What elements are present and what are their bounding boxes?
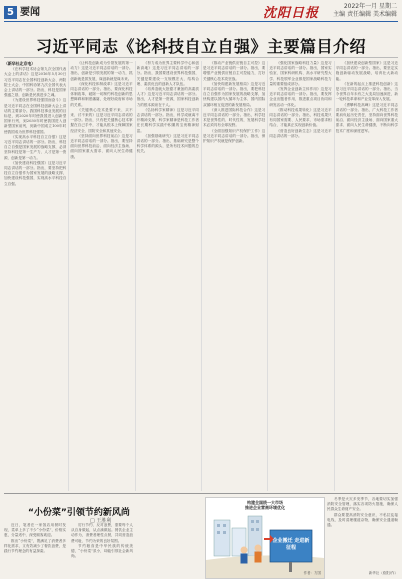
article-paragraph: 《努力成为世界主要科学中心和创新高地》这是习近平同志讲话的一部分。指出，我国要建设世界科技强国，关键是要建设一支规模宏大、结构合理、素质优良的创新人才队伍。 bbox=[136, 61, 199, 86]
column-separator bbox=[267, 61, 268, 491]
cartoon-caption-line: 推进企业营商环境优化 bbox=[245, 505, 285, 510]
article-paragraph: 《实现高水平科技自立自强》这是习近平同志讲话的一部分。指出，科技自立自强是国家发展的战略支撑，必须坚持科技是第一生产力、人才是第一资源、创新是第一动力。 bbox=[4, 134, 67, 160]
article-paragraph: 《坚持面向世界科技前沿》这是习近平同志讲话的一部分。指出，要坚持面向世界科技前沿、面向经济主战场、面向国家重大需求、面向人民生命健康。 bbox=[70, 133, 133, 159]
article-column bbox=[269, 61, 331, 491]
article-paragraph: 《培养造就大批德才兼备的高素质人才》这是习近平同志讲话的一部分。指出，人才是第一资源，国家科技创新力的根本源泉在于人。 bbox=[136, 87, 199, 107]
article-paragraph: 《营造良好创新生态》这是习近平同志讲话的一部分。 bbox=[269, 128, 332, 138]
essay-paragraph: 推出“小份菜”，既满足了消费者多样化需求，又有效减少了餐饮浪费，是践行节约理念的有益探索。 bbox=[4, 538, 66, 554]
essay-column bbox=[4, 523, 66, 577]
page-number: 5 bbox=[4, 6, 17, 19]
article-paragraph: 《推动科技成果转化》这是习近平同志讲话的一部分。指出，科技成果只有同国家需要、人民要求、市场需求相结合，才能真正实现创新价值。 bbox=[269, 107, 332, 128]
header-rule bbox=[4, 21, 398, 22]
article-paragraph: 《加快建设科技强国》这是习近平同志讲话的一部分。指出，要坚持把科技自立自强作为国家发展的战略支撑，加快建设科技强国，实现高水平科技自立自强。 bbox=[4, 160, 67, 186]
article-paragraph: 《加快建设创新型国家》这是习近平同志讲话的一部分。指出，要坚定实施创新驱动发展战略，培育壮大新动能。 bbox=[335, 61, 398, 81]
article-paragraph: 《弘扬科学家精神》这是习近平同志讲话的一部分。指出，科学成就离不开精神支撑，科学家精神是科技工作者在长期科学实践中积累的宝贵精神财富。 bbox=[136, 107, 199, 133]
essay-body bbox=[4, 523, 200, 577]
newspaper-logo: 沈阳日报 bbox=[263, 6, 320, 21]
column-separator bbox=[68, 61, 69, 491]
column-separator bbox=[201, 61, 202, 491]
cartoon-sign-text: 企业搬迁 走进新征程 bbox=[272, 538, 310, 551]
column-separator bbox=[135, 61, 136, 491]
date-text: 2022年一月 星期二 bbox=[343, 3, 397, 10]
article-column bbox=[203, 61, 265, 491]
cartoon-caption-line: 构建全国统一大市场 bbox=[247, 500, 283, 505]
essay-column bbox=[138, 523, 200, 577]
article-paragraph: 《在新的起点上推进科技创新》这是习近平同志讲话的一部分。指出，当今世界百年未有之大变局加速演进，新一轮科技革命和产业变革深入发展。 bbox=[335, 81, 398, 102]
editorial-cartoon bbox=[205, 497, 325, 579]
article-paragraph: 《发挥企业创新主体作用》这是习近平同志讲话的一部分。指出，要发挥企业出题者作用，推进重点项目协同和研发活动一体化。 bbox=[269, 87, 332, 107]
article-paragraph: 《勇攀科技高峰》这是习近平同志讲话的一部分。指出，广大科技工作者要肩负起历史责任，坚持面向世界科技前沿、面向经济主战场、面向国家重大需求、面向人民生命健康，不断向科学技术广度和深度进军。 bbox=[335, 102, 398, 133]
essay-paragraph: 厉行节约、反对浪费，需要每个人从自身做起，从点滴做起。餐饮企业主动作为，消费者理性点餐，共同营造浪费可耻、节约为荣的良好氛围。 bbox=[71, 523, 133, 543]
article-paragraph: 《在科学技术协会第九次全国代表大会上的讲话》这是2016年5月30日习近平同志在全国科技创新大会、两院院士大会、中国科协第九次全国代表大会上讲话的一部分。指出，科技是国家强盛之基，创新是民族进步之魂。 bbox=[4, 67, 67, 98]
article-paragraph: 《深入推进国际科技合作》这是习近平同志讲话的一部分。指出，科学技术是世界性的、时代性的，发展科学技术必须具有全球视野。 bbox=[203, 107, 266, 128]
article-column bbox=[336, 61, 398, 491]
article-column bbox=[70, 61, 132, 491]
article-paragraph: 《深化科技体制改革》这是习近平同志讲话的一部分。指出，要深化科技体制改革，破除一切制约科技创新的思想障碍和制度藩篱，处理好政府和市场的关系。 bbox=[70, 81, 133, 107]
article-column bbox=[137, 61, 199, 491]
right-column-article bbox=[327, 497, 398, 577]
article-paragraph: 《强化国家战略科技力量》这是习近平同志讲话的一部分。指出，国家实验室、国家科研机构、高水平研究型大学、科技领军企业都是国家战略科技力量的重要组成部分。 bbox=[269, 61, 332, 86]
article-paragraph: 《关键核心技术是要不来、买不来、讨不来的》这是习近平同志讲话的一部分。指出，只有把关键核心技术掌握在自己手中，才能从根本上保障国家经济安全、国防安全和其他安全。 bbox=[70, 107, 133, 133]
right-column-paragraph: 群众要提高消防安全意识，不私拉乱接电线，及时清理楼道杂物，确保安全通道畅通。 bbox=[327, 512, 398, 528]
section-name: 要闻 bbox=[20, 7, 40, 18]
essay-paragraph: 近日，笔者在一家饭店用餐时发现，菜单上多了不少“小份菜”，价格实惠，分量适中，深受顾客欢迎。 bbox=[4, 523, 66, 538]
cartoon-credit: 作者：方国 bbox=[303, 571, 321, 575]
editor-line: 主编 责任编辑 美术编辑 bbox=[333, 11, 397, 18]
essay-column bbox=[71, 523, 133, 577]
article-paragraph: 《全面加强知识产权保护工作》这是习近平同志讲话的一部分。指出，保护知识产权就是保护创新。 bbox=[203, 128, 266, 144]
headline-rule bbox=[4, 57, 398, 58]
essay-paragraph: 节约粮食是中华民族的传统美德，“小份菜”虽小，却能引领社会新风尚。 bbox=[71, 543, 133, 559]
right-column-credit: 新华社（欧阳/作） bbox=[368, 571, 398, 575]
article-paragraph: 《推动产业链供应链自主可控》这是习近平同志讲话的一部分。指出，要增强产业链供应链自主可控能力，打好关键核心技术攻坚战。 bbox=[203, 61, 266, 81]
article-paragraph: 《让科技创新成为引领发展的第一动力》这是习近平同志讲话的一部分。指出，创新是引领发展的第一动力，抓创新就是抓发展，谋创新就是谋未来。 bbox=[70, 61, 133, 81]
right-column-paragraph: 冬季是火灾多发季节，各地要切实加强消防安全管理，落实各项防火措施，确保人民群众生命财产安全。 bbox=[327, 497, 398, 512]
essay-author: □ 王胜利 bbox=[90, 518, 112, 524]
article-paragraph: 《加强基础研究》这是习近平同志讲话的一部分。指出，基础研究是整个科学体系的源头，是所有技术问题的总机关。 bbox=[136, 133, 199, 154]
essay-title: “小份菜”引领节约新风尚 bbox=[28, 508, 130, 518]
article-column bbox=[4, 61, 66, 491]
article-paragraph: 《加快构建新发展格局》这是习近平同志讲话的一部分。指出，要把科技自立自强作为国家发展的战略支撑，加快构建以国内大循环为主体、国内国际双循环相互促进的新发展格局。 bbox=[203, 81, 266, 107]
article-columns bbox=[4, 61, 398, 491]
article-paragraph: 《为建设世界科技强国而奋斗》这是习近平同志在全国科技创新大会上讲话的主要部分。我国科技事业发展的目标是，到2020年时使我国进入创新型国家行列，到2030年时使我国进入创新型国家前列，到新中国成立100年时使我国成为世界科技强国。 bbox=[4, 98, 67, 134]
headline: 习近平同志《论科技自立自强》主要篇目介绍 bbox=[35, 37, 366, 56]
article-lead: （新华社北京电） bbox=[4, 61, 36, 66]
page-header bbox=[0, 0, 402, 22]
column-separator bbox=[334, 61, 335, 491]
date-line bbox=[333, 3, 397, 19]
section-divider bbox=[4, 493, 398, 494]
